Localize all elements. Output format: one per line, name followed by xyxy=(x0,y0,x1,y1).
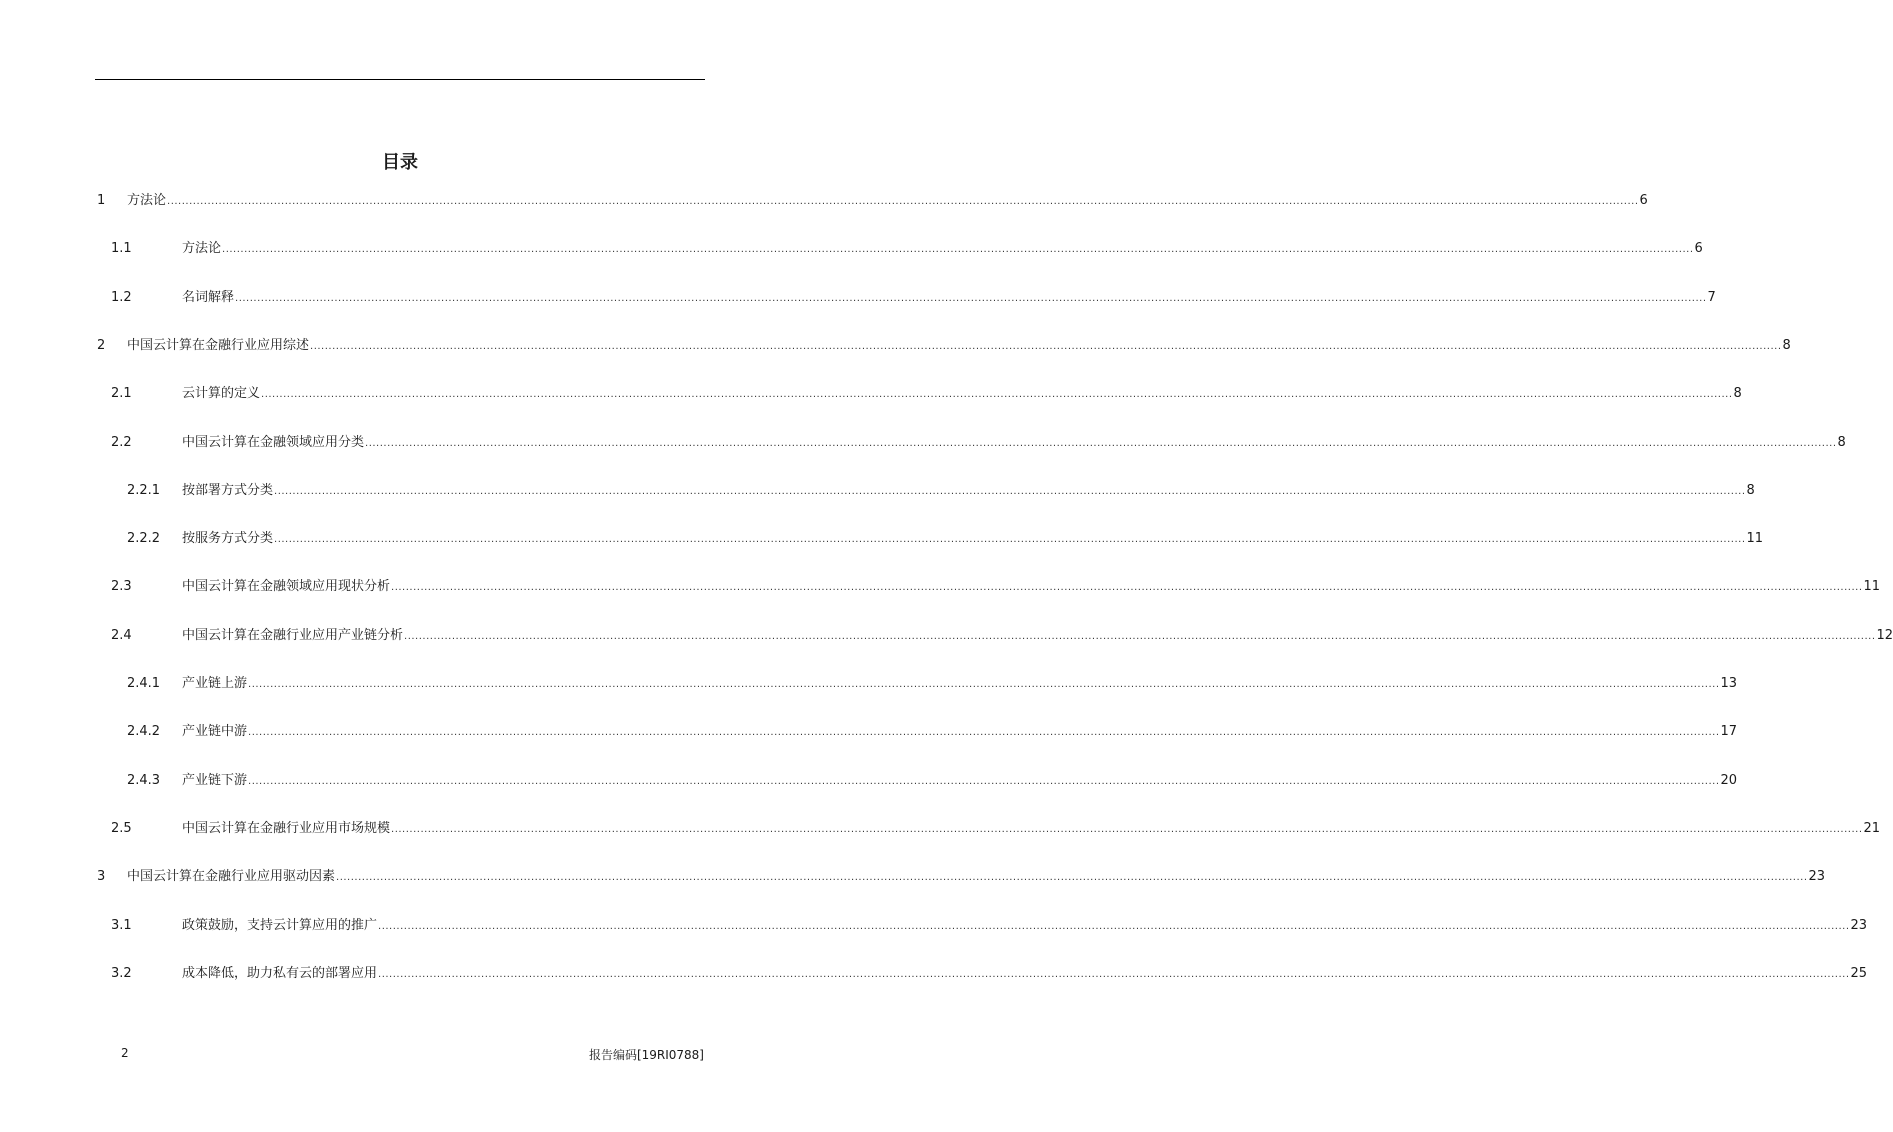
toc-entry-page: 13 xyxy=(1720,676,1738,691)
toc-entry-label[interactable]: 中国云计算在金融行业应用驱动因素 xyxy=(127,869,336,885)
toc-leader-dots: ................................................................................................................................................................................................................................................................................................................................................................................................................ xyxy=(365,437,1837,449)
toc-entry-page: 25 xyxy=(1850,965,1868,981)
toc-entry-label[interactable]: 中国云计算在金融领域应用现状分析 xyxy=(182,579,391,595)
toc-entry-number: 1.1 xyxy=(111,241,132,257)
toc-entry[interactable] xyxy=(0,964,1868,984)
toc-entry-label[interactable]: 产业链上游 xyxy=(182,676,248,691)
toc-entry-page: 23 xyxy=(1850,917,1868,933)
toc-leader-dots: ................................................................................................................................................................................................................................................................................................................................................................................................................ xyxy=(235,292,1707,304)
toc-entry-page: 20 xyxy=(1720,772,1738,788)
toc-leader-dots: ................................................................................................................................................................................................................................................................................................................................................................................................................ xyxy=(404,630,1876,642)
toc-entry-label[interactable]: 按服务方式分类 xyxy=(182,531,274,547)
toc-entry[interactable] xyxy=(0,577,1881,597)
toc-entry-number: 2.1 xyxy=(111,386,132,402)
toc-leader-dots: ................................................................................................................................................................................................................................................................................................................................................................................................................ xyxy=(248,775,1720,787)
toc-entry-number: 2.4.1 xyxy=(127,676,161,691)
footer-report-code: 报告编码[19RI0788] xyxy=(588,1048,704,1062)
toc-entry-label[interactable]: 政策鼓励，支持云计算应用的推广 xyxy=(182,917,378,933)
toc-entry-label[interactable]: 中国云计算在金融行业应用综述 xyxy=(127,337,310,353)
toc-entry-number: 3.1 xyxy=(111,917,132,933)
toc-entry-page: 8 xyxy=(1837,434,1846,450)
toc-entry-label[interactable]: 名词解释 xyxy=(182,289,235,305)
toc-entry[interactable] xyxy=(0,674,1738,694)
toc-entry-page: 8 xyxy=(1746,482,1755,498)
toc-leader-dots: ................................................................................................................................................................................................................................................................................................................................................................................................................ xyxy=(391,582,1863,594)
toc-entry[interactable] xyxy=(0,771,1738,791)
toc-leader-dots: ................................................................................................................................................................................................................................................................................................................................................................................................................ xyxy=(378,968,1850,980)
toc-leader-dots: ................................................................................................................................................................................................................................................................................................................................................................................................................ xyxy=(274,534,1746,546)
toc-entry-page: 21 xyxy=(1863,820,1881,836)
toc-leader-dots: ................................................................................................................................................................................................................................................................................................................................................................................................................ xyxy=(222,244,1694,256)
toc-entry-number: 2 xyxy=(97,337,106,353)
toc-leader-dots: ................................................................................................................................................................................................................................................................................................................................................................................................................ xyxy=(261,389,1733,401)
toc-leader-dots: ................................................................................................................................................................................................................................................................................................................................................................................................................ xyxy=(274,485,1746,497)
toc-entry[interactable] xyxy=(0,288,1716,308)
toc-title: 目录 xyxy=(382,152,418,173)
toc-entry-label[interactable]: 按部署方式分类 xyxy=(182,482,274,498)
toc-entry-number: 2.2.1 xyxy=(127,482,161,498)
toc-entry[interactable] xyxy=(0,481,1755,501)
toc-entry[interactable] xyxy=(0,819,1881,839)
toc-entry-number: 2.2.2 xyxy=(127,531,161,547)
toc-entry-page: 7 xyxy=(1707,289,1716,305)
toc-leader-dots: ................................................................................................................................................................................................................................................................................................................................................................................................................ xyxy=(167,196,1639,207)
toc-entry[interactable] xyxy=(0,722,1738,742)
toc-leader-dots: ................................................................................................................................................................................................................................................................................................................................................................................................................ xyxy=(378,920,1850,932)
toc-entry-label[interactable]: 成本降低，助力私有云的部署应用 xyxy=(182,965,378,981)
toc-entry[interactable] xyxy=(0,433,1846,453)
toc-entry-number: 2.4.2 xyxy=(127,724,161,740)
toc-entry-page: 6 xyxy=(1694,241,1703,257)
toc-entry-label[interactable]: 中国云计算在金融领域应用分类 xyxy=(182,434,365,450)
toc-entry-page: 8 xyxy=(1782,337,1791,353)
toc-entry-label[interactable]: 云计算的定义 xyxy=(182,386,261,402)
toc-entry[interactable] xyxy=(0,191,1648,211)
toc-entry-label[interactable]: 产业链中游 xyxy=(182,724,248,740)
toc-entry-page: 11 xyxy=(1863,579,1881,595)
toc-entry[interactable] xyxy=(0,626,1893,646)
toc-entry-page: 11 xyxy=(1746,531,1764,547)
toc-entry-number: 1 xyxy=(97,193,106,208)
toc-entry-number: 3.2 xyxy=(111,965,132,981)
toc-entry[interactable] xyxy=(0,239,1703,259)
toc-entry-label[interactable]: 中国云计算在金融行业应用产业链分析 xyxy=(182,627,404,643)
header-rule xyxy=(95,79,705,80)
toc-entry-number: 2.4.3 xyxy=(127,772,161,788)
toc-leader-dots: ................................................................................................................................................................................................................................................................................................................................................................................................................ xyxy=(248,679,1720,690)
toc-entry[interactable] xyxy=(0,916,1868,936)
toc-entry-number: 1.2 xyxy=(111,289,132,305)
toc-leader-dots: ................................................................................................................................................................................................................................................................................................................................................................................................................ xyxy=(336,872,1808,884)
toc-entry[interactable] xyxy=(0,529,1764,549)
toc-entry-page: 17 xyxy=(1720,724,1738,740)
toc-entry-page: 6 xyxy=(1639,193,1648,208)
toc-entry-page: 12 xyxy=(1876,627,1893,643)
toc-entry-number: 2.3 xyxy=(111,579,132,595)
toc-leader-dots: ................................................................................................................................................................................................................................................................................................................................................................................................................ xyxy=(310,340,1782,352)
toc-entry-label[interactable]: 方法论 xyxy=(182,241,222,257)
footer-page-number: 2 xyxy=(121,1046,129,1060)
toc-entry[interactable] xyxy=(0,336,1791,356)
toc-leader-dots: ................................................................................................................................................................................................................................................................................................................................................................................................................ xyxy=(391,823,1863,835)
toc-entry[interactable] xyxy=(0,384,1742,404)
toc-entry-number: 2.5 xyxy=(111,820,132,836)
toc-leader-dots: ................................................................................................................................................................................................................................................................................................................................................................................................................ xyxy=(248,727,1720,739)
toc-entry-number: 3 xyxy=(97,869,106,885)
toc-entry-label[interactable]: 产业链下游 xyxy=(182,772,248,788)
toc-entry-number: 2.4 xyxy=(111,627,132,643)
toc-entry-label[interactable]: 方法论 xyxy=(127,193,167,208)
toc-entry-page: 23 xyxy=(1808,869,1826,885)
toc-entry-page: 8 xyxy=(1733,386,1742,402)
toc-entry[interactable] xyxy=(0,867,1826,887)
toc-entry-label[interactable]: 中国云计算在金融行业应用市场规模 xyxy=(182,820,391,836)
toc-entry-number: 2.2 xyxy=(111,434,132,450)
